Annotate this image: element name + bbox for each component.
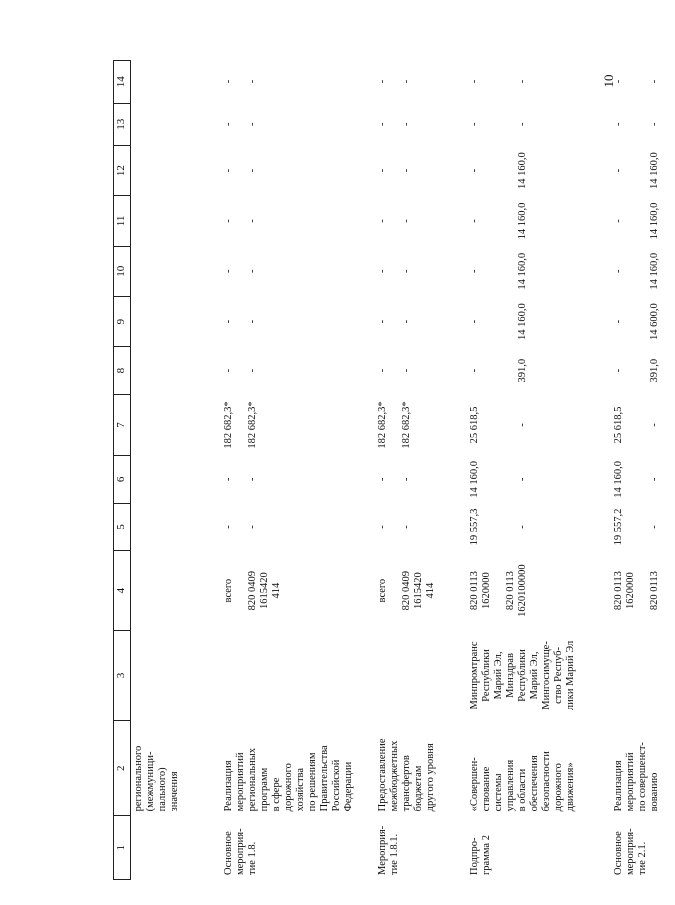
column-header: 4 (114, 551, 131, 631)
value-cell (131, 503, 222, 551)
value-cell (131, 103, 222, 145)
value-cell: - - (223, 219, 258, 223)
value-cell (131, 246, 222, 296)
value-cell: - 391,0 (469, 358, 528, 383)
column-header: 8 (114, 347, 131, 395)
value-cell (131, 145, 222, 195)
value-cell: 182 682,3* 182 682,3* (223, 401, 258, 449)
executor-cell (375, 630, 467, 720)
value-cell: - - (223, 525, 258, 529)
column-header: 3 (114, 630, 131, 720)
name-cell: Предоставление межбюджетных трансфертов бюджетам другого уровня (377, 738, 436, 812)
value-cell (131, 296, 222, 346)
table-row (375, 61, 467, 880)
value-cell: - - (377, 168, 412, 173)
value-cell: - - (223, 319, 258, 324)
value-cell: - 14 160,0 (469, 152, 528, 189)
status-cell: Основное мероприя- тие 2.1. (613, 828, 648, 875)
value-cell: - - (377, 477, 412, 482)
value-cell: 182 682,3* 182 682,3* (377, 401, 412, 449)
value-cell: - - (613, 79, 660, 84)
value-cell: 14 160,0 - (613, 460, 660, 498)
value-cell: 25 618,5 - (469, 406, 528, 444)
value-cell: - 391,0 (613, 358, 660, 383)
column-header: 2 (114, 720, 131, 815)
column-header: 5 (114, 503, 131, 551)
column-header: 7 (114, 395, 131, 456)
value-cell: - - (223, 168, 258, 173)
table-row (131, 61, 222, 880)
column-header: 9 (114, 296, 131, 346)
value-cell: - - (469, 79, 528, 84)
status-cell: Мероприя- тие 1.8.1. (377, 825, 400, 875)
column-header: 6 (114, 455, 131, 503)
value-cell: - - (223, 477, 258, 482)
code-cell: всего 820 0409 1615420 414 (377, 570, 436, 611)
value-cell: - 14 160,0 (613, 202, 660, 240)
value-cell: - - (377, 269, 412, 274)
code-cell: всего 820 0409 1615420 414 (223, 570, 282, 611)
status-cell (131, 816, 222, 880)
program-table (113, 60, 675, 880)
value-cell: 19 557,2 - (613, 508, 660, 546)
value-cell (131, 196, 222, 246)
value-cell: - 14 600,0 (613, 303, 660, 341)
value-cell: - - (377, 122, 412, 126)
value-cell: - - (223, 368, 258, 373)
rotated-table-sheet (113, 60, 660, 880)
executor-cell (221, 630, 375, 720)
name-cell: «Совершен- ствование системы управления в области обеспечения безопасности дорожного движения» (469, 751, 576, 812)
value-cell: - - (377, 79, 412, 84)
name-cell: Реализация мероприятий региональных программ в сфере дорожного хозяйства по решениям Правительства Российской Федерации (223, 745, 354, 812)
table-row (221, 61, 375, 880)
value-cell: - - (223, 122, 258, 126)
value-cell: - - (377, 368, 412, 373)
value-cell (131, 395, 222, 456)
column-header: 11 (114, 196, 131, 246)
value-cell: - 14 160,0 (613, 252, 660, 290)
table-row (467, 61, 611, 880)
code-cell: 820 0113 1620000 820 0113 1620100000 (469, 564, 528, 617)
column-header: 12 (114, 145, 131, 195)
value-cell: - 14 160,0 (613, 152, 660, 189)
column-header: 13 (114, 103, 131, 145)
value-cell: - - (223, 269, 258, 274)
value-cell: - 14 160,0 (469, 252, 528, 290)
table-row (611, 61, 675, 880)
value-cell: - - (377, 525, 412, 529)
name-cell: регионального (межмуници- пального) значения (133, 745, 180, 812)
name-cell: Реализация мероприятий по совершенст- вованию (613, 742, 660, 812)
status-cell: Основное мероприя- тие 1.8. (223, 828, 258, 875)
executor-cell (131, 630, 222, 720)
status-cell: Подпро- грамма 2 (469, 835, 492, 875)
column-header: 10 (114, 246, 131, 296)
column-header: 1 (114, 816, 131, 880)
value-cell: 25 618,5 - (613, 406, 660, 444)
value-cell: - - (223, 79, 258, 84)
code-cell: 820 0113 1620000 820 0113 (613, 571, 660, 611)
value-cell: 14 160,0 - (469, 460, 528, 498)
column-header: 14 (114, 61, 131, 104)
page-number: 10 (601, 74, 616, 88)
executor-cell (611, 630, 675, 720)
value-cell: - 14 160,0 (469, 303, 528, 341)
value-cell (131, 455, 222, 503)
header-row (114, 61, 131, 880)
code-cell (131, 551, 222, 631)
value-cell (131, 347, 222, 395)
value-cell: - - (377, 219, 412, 223)
value-cell: 19 557,3 - (469, 508, 528, 546)
value-cell: - - (613, 122, 660, 126)
value-cell: - 14 160,0 (469, 202, 528, 240)
value-cell: - - (469, 122, 528, 126)
value-cell: - - (377, 319, 412, 324)
value-cell (131, 61, 222, 104)
executor-cell: Минпромтранс Республики Марий Эл, Минздрав Республики Марий Эл, Мингосимуще- ство Респуб- лики Марий Эл (469, 640, 576, 711)
